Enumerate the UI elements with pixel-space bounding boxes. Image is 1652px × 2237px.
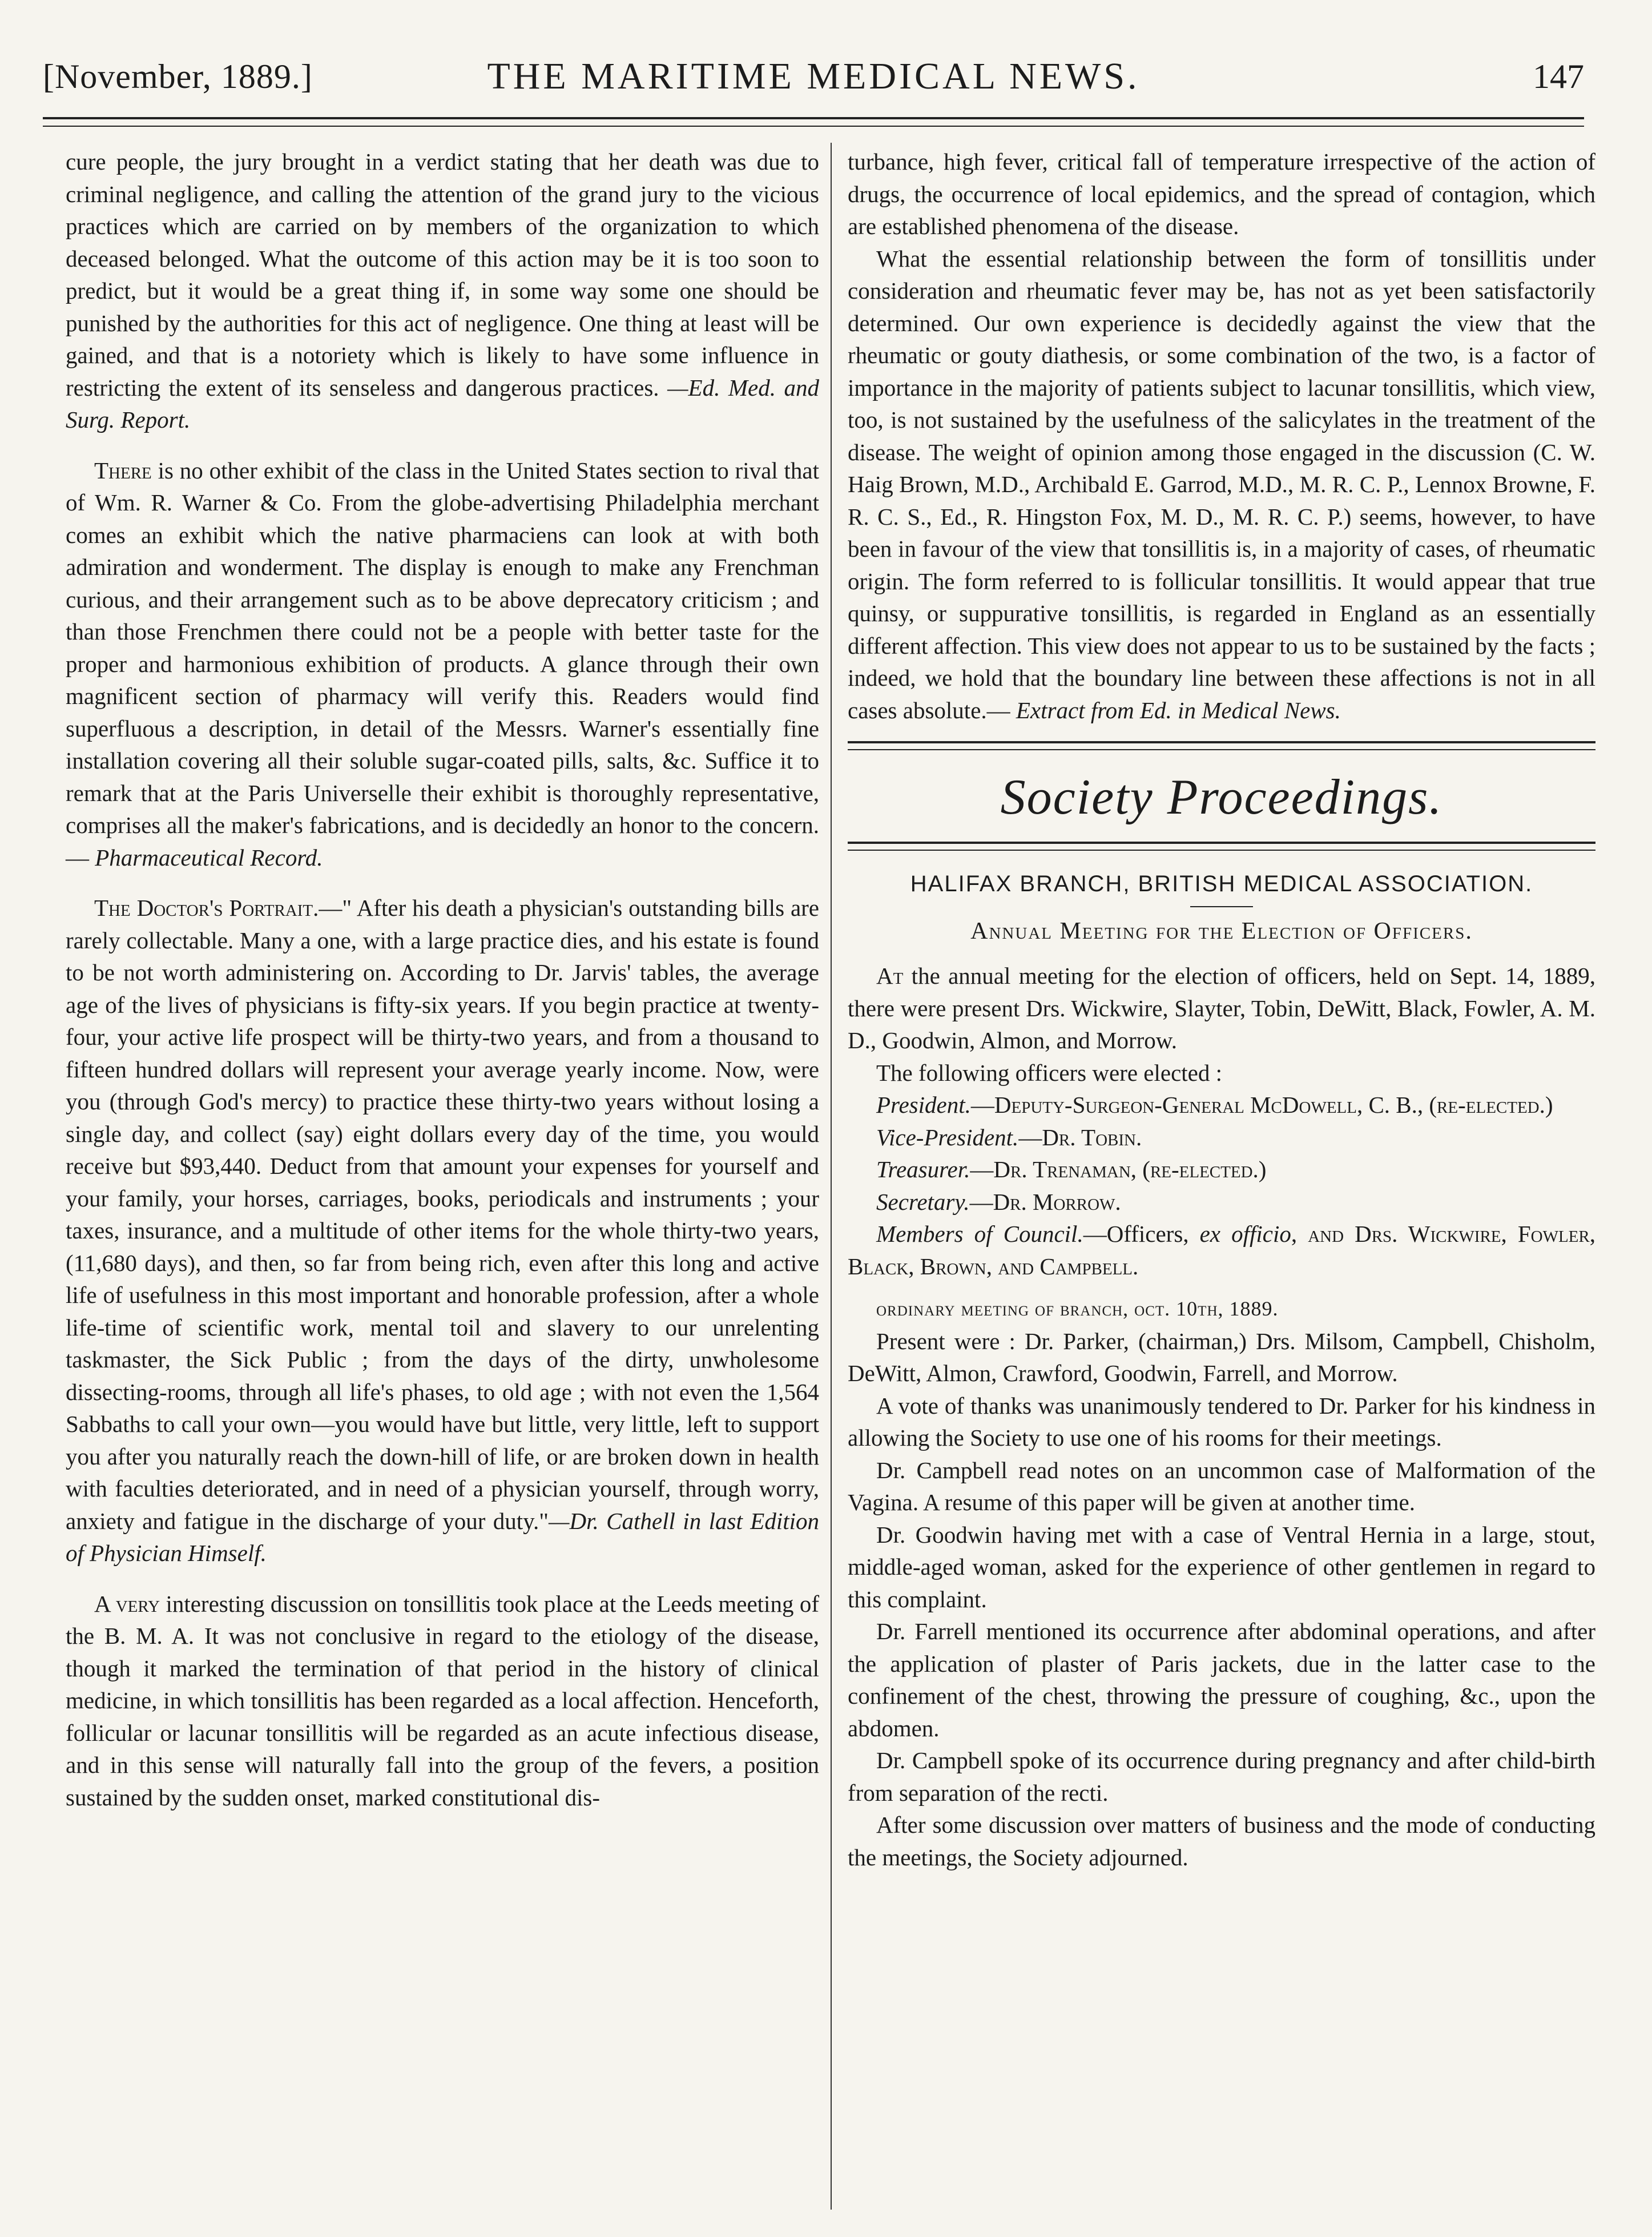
ordinary-paragraph-7: After some discussion over matters of business and the mode of conducting the meetings, the Society adjourned. (848, 1812, 1595, 1870)
officer-president (848, 1089, 1595, 1121)
officer-council (848, 1218, 1595, 1282)
ordinary-meeting-heading (848, 1291, 1595, 1325)
office-holder-latin: ex officio (1199, 1221, 1291, 1247)
warner-exhibit-paragraph (66, 454, 819, 874)
officer-vice-president (848, 1121, 1595, 1154)
article-continuation (66, 146, 819, 436)
column-divider (831, 143, 832, 2210)
section-rule (848, 741, 1595, 743)
source-citation: Extract from Ed. in Medical News. (1016, 697, 1341, 723)
office-holder: —Dr. Morrow. (969, 1188, 1121, 1215)
paragraph-text: the annual meeting for the election of officers, held on Sept. 14, 1889, there were present Drs. Wickwire, Slayter, Tobin, DeWitt, Black, Fowler, A. M. D., Goodwin, Almon, and Morrow. (848, 963, 1595, 1053)
paragraph-text: cure people, the jury brought in a verdict stating that her death was due to criminal negligence, and calling the attention of the grand jury to the vicious practices which are carried on by members of the organization to which deceased belonged. What the outcome of this action may be it is too soon to predict, but it would be a great thing if, in some way some one should be punished by the authorities for this act of negligence. One thing at least will be gained, and that is a notoriety which is likely to have some influence in restricting the extent of its senseless and dangerous practices. (66, 148, 819, 401)
tonsillitis-continuation: turbance, high fever, critical fall of temperature irrespective of the action of drugs, the occurrence of local epidemics, and the spread of contagion, which are established phenomena of the disease. (848, 148, 1595, 239)
issue-date: [November, 1889.] (43, 58, 313, 95)
doctors-portrait-paragraph (66, 892, 819, 1570)
ordinary-paragraph-3: Dr. Campbell read notes on an uncommon case of Malformation of the Vagina. A resume of this paper will be given at another time. (848, 1457, 1595, 1515)
paragraph-text: is no other exhibit of the class in the United States section to rival that of Wm. R. Warner & Co. From the globe-advertising Philadelphia merchant comes an exhibit which the native pharmaciens can look at with both admiration and wonderment. The display is enough to make any Frenchman curious, and their arrangement such as to be above deprecatory criticism ; and than those Frenchmen there could not be a people with better taste for the proper and harmonious exhibition of products. A glance through their own magnificent section of pharmacy will verify this. Readers would find superfluous a description, in detail of the Messrs. Warner's essentially fine installation covering all their soluble sugar-coated pills, salts, &c. Suffice it to remark that at the Paris Universelle their exhibit is thoroughly representative, comprises all the maker's fabrications, and is decidedly an honor to the concern.— (66, 457, 819, 871)
branch-heading: HALIFAX BRANCH, BRITISH MEDICAL ASSOCIATION. (910, 871, 1533, 896)
page-number: 147 (1533, 58, 1584, 95)
source-citation: Pharmaceutical Record. (95, 844, 323, 871)
office-holder: , and Drs. Wickwire, Fowler, Black, Brown, and Campbell. (848, 1221, 1595, 1280)
source-citation: —Dr. Cathell in last Edition of Physician Himself. (66, 1507, 820, 1566)
tonsillitis-paragraph-2 (848, 243, 1595, 727)
office-holder: —Officers, (1083, 1221, 1200, 1247)
right-column (848, 146, 1595, 1873)
lead-word: There (94, 457, 152, 484)
section-rule (848, 842, 1595, 844)
ordinary-paragraph-4: Dr. Goodwin having met with a case of Ventral Hernia in a large, stout, middle-aged woman, asked for the experience of other gentlemen in regard to this complaint. (848, 1521, 1595, 1612)
source-citation: —Ed. Med. and Surg. Report. (66, 374, 820, 433)
office-label: Vice-President. (876, 1124, 1019, 1150)
paragraph-text: interesting discussion on tonsillitis took place at the Leeds meeting of the B. M. A. It was not conclusive in regard to the etiology of the disease, though it marked the termination of that period in the history of clinical medicine, in which tonsillitis has been regarded as a local affection. Henceforth, follicular or lacunar tonsillitis will be regarded as an acute infectious disease, and in this sense will naturally fall into the group of the fevers, a position sustained by the sudden onset, marked constitutional dis- (66, 1590, 819, 1810)
header-rule (43, 117, 1584, 119)
section-title: Society Proceedings. (1000, 770, 1443, 825)
officer-secretary (848, 1186, 1595, 1218)
ordinary-paragraph-2: A vote of thanks was unanimously tendered to Dr. Parker for his kindness in allowing the Society to use one of his rooms for their meetings. (848, 1392, 1595, 1451)
left-column (66, 146, 819, 1813)
annual-paragraph (848, 960, 1595, 1057)
lead-word: The Doctor's Portrait. (94, 895, 319, 921)
office-holder: —Dr. Tobin. (1018, 1124, 1142, 1150)
office-label: Treasurer. (876, 1156, 970, 1182)
annual-meeting-heading: Annual Meeting for the Election of Officers. (970, 918, 1473, 944)
lead-word: At (876, 963, 904, 989)
officers-intro: The following officers were elected : (876, 1059, 1223, 1086)
header-rule-thin (43, 126, 1584, 127)
ordinary-paragraph-6: Dr. Campbell spoke of its occurrence during pregnancy and after child-birth from separation of the recti. (848, 1747, 1595, 1806)
heading-text: ordinary meeting of branch, oct. 10th, 1889. (876, 1297, 1279, 1320)
office-label: President. (876, 1092, 971, 1118)
office-holder: —Deputy-Surgeon-General McDowell, C. B., (re-elected.) (970, 1092, 1553, 1118)
ordinary-paragraph-1: Present were : Dr. Parker, (chairman,) Drs. Milsom, Campbell, Chisholm, DeWitt, Almon, Crawford, Goodwin, Farrell, and Morrow. (848, 1327, 1595, 1386)
tonsillitis-paragraph (66, 1588, 819, 1814)
section-rule-thin (848, 850, 1595, 851)
section-rule-thin (848, 749, 1595, 750)
paragraph-text: —" After his death a physician's outstanding bills are rarely collectable. Many a one, with a large practice dies, and his estate is found to be not worth administering on. According to Dr. Jarvis' tables, the average age of the lives of physicians is fifty-six years. If you begin practice at twenty-four, your active life prospect will be thirty-two years, and from a thousand to fifteen hundred dollars will represent your average yearly income. Now, were you (through God's mercy) to practice these thirty-two years without losing a single day, and collect (say) eight dollars every day of the time, you would receive but $93,440. Deduct from that amount your expenses for yourself and your family, your horses, carriages, books, periodicals and instruments ; your taxes, insurance, and a multitude of other items for the whole thirty-two years, (11,680 days), and then, so far from being rich, even after this long and active life of usefulness in this most important and honorable profession, after a whole life-time of scientific work, mental toil and slavery to our unrelenting taskmaster, the Sick Public ; from the days of the dirty, unwholesome dissecting-rooms, through all life's phases, to old age ; with not even the 1,564 Sabbaths to call your own—you would have but little, very little, left to support you after you naturally reach the down-hill of life, or are broken down in health with faculties deteriorated, and in need of a physician yourself, through worry, anxiety and fatigue in the discharge of your duty." (66, 895, 819, 1534)
page-header (43, 45, 1584, 113)
officer-treasurer (848, 1153, 1595, 1186)
journal-title: THE MARITIME MEDICAL NEWS. (487, 55, 1140, 97)
short-rule (1190, 906, 1253, 907)
office-label: Members of Council. (876, 1221, 1083, 1247)
lead-word: A very (94, 1590, 160, 1617)
paragraph-text: What the essential relationship between the form of tonsillitis under consideration and rheumatic fever may be, has not as yet been satisfactorily determined. Our own experience is decidedly against the view that the rheumatic or gouty diathesis, or some combination of the two, is a factor of importance in the majority of patients subject to lacunar tonsillitis, which view, too, is not sustained by the usefulness of the salicylates in the treatment of the disease. The weight of opinion among those engaged in the discussion (C. W. Haig Brown, M.D., Archibald E. Garrod, M.D., M. R. C. P., Lennox Browne, F. R. C. S., Ed., R. Hingston Fox, M. D., M. R. C. P.) seems, however, to have been in favour of the view that tonsillitis is, in a majority of cases, of rheumatic origin. The form referred to is follicular tonsillitis. It would appear that true quinsy, or suppurative tonsillitis, is regarded in England as an essentially different affection. This view does not appear to us to be sustained by the facts ; indeed, we hold that the boundary line between these affections is not in all cases absolute.— (848, 245, 1595, 723)
ordinary-paragraph-5: Dr. Farrell mentioned its occurrence after abdominal operations, and after the application of plaster of Paris jackets, due in the latter case to the confinement of the chest, throwing the pressure of coughing, &c., upon the abdomen. (848, 1618, 1595, 1741)
office-label: Secretary. (876, 1188, 970, 1215)
office-holder: —Dr. Trenaman, (re-elected.) (970, 1156, 1267, 1182)
